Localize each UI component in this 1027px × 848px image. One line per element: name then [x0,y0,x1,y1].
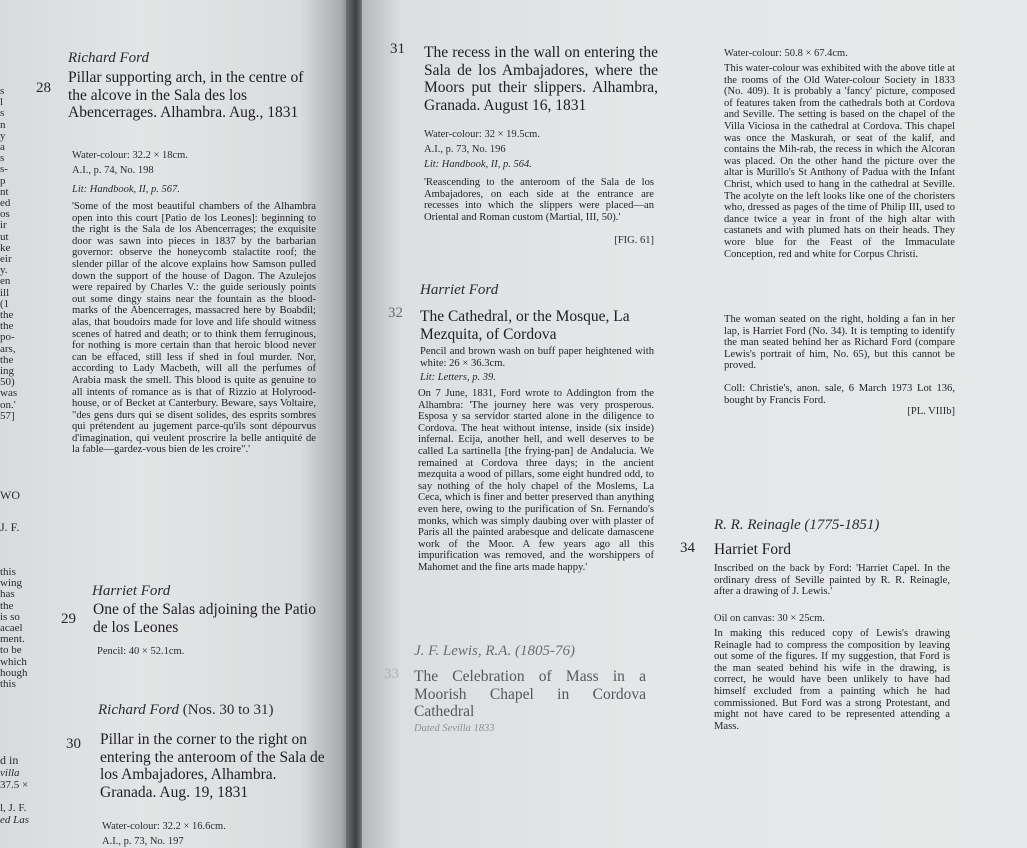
entry-30-artist: Richard Ford (Nos. 30 to 31) [98,702,274,718]
entry-33-title: The Celebration of Mass in a Moorish Chapel in Cordova Cathedral [414,668,646,720]
entry-29-title: One of the Salas adjoining the Patio de los Leones [93,601,316,636]
right-page [362,0,1027,848]
entry-33-dated: Dated Sevilla 1833 [414,723,495,734]
entry-29-medium: Pencil: 40 × 52.1cm. [97,646,185,657]
left-margin-fragment-jf: J. F. [0,520,20,534]
entry-33-plate: [PL. VIIIb] [907,406,955,417]
entry-33-medium: Water-colour: 50.8 × 67.4cm. [724,48,848,59]
entry-31-medium: Water-colour: 32 × 19.5cm. [424,129,540,140]
entry-32-title: The Cathedral, or the Mosque, La Mezquita, of Cordova [420,308,630,343]
entry-30-medium: Water-colour: 32.2 × 16.6cm. [102,821,226,832]
entry-34-medium: Oil on canvas: 30 × 25cm. [714,613,825,624]
entry-33-coll: Coll: Christie's, anon. sale, 6 March 1973 Lot 136, bought by Francis Ford. [724,383,955,406]
entry-33-para1: This water-colour was exhibited with the above title at the rooms of the Old Water-colour Society in 1833 (No. 409). It is probably a 'fancy' picture, composed of features taken from the cathedrals both at Cordova and Seville. The setting is based on the chapel of the Villa Viciosa in the cathedral at Cordova. This chapel was once the Maskurah, or seat of the kalif, and contains the Mih-rab, the recess in which the Alcoran was placed. On the other hand the picture over the altar is Murillo's St Anthony of Padua with the Infant Christ, which used to hang in the cathedral at Seville. The acolyte on the left looks like one of the choristers who, dressed as pages of the time of Philip III, used to dance twice a year in front of the high altar with castanets and with plumed hats on their heads. They wore blue for the Feast of the Immaculate Conception, red and white for Corpus Christi. [724,63,956,260]
entry-34-title: Harriet Ford [714,541,792,558]
entry-32-artist: Harriet Ford [420,282,499,298]
entry-28-artist: Richard Ford [68,50,149,66]
entry-30-ref: A.I., p. 73, No. 197 [102,836,184,847]
entry-31-lit: Lit: Handbook, II, p. 564. [424,159,532,170]
entry-33-number: 33 [384,666,399,682]
entry-28-title: Pillar supporting arch, in the centre of the alcove in the Sala des los Abencerrages. Alhambra. Aug., 1831 [68,69,304,121]
entry-34-artist: R. R. Reinagle (1775-1851) [714,517,880,533]
entry-34-inscribed: Inscribed on the back by Ford: 'Harriet Capel. In the ordinary dress of Seville painted by R. R. Reinagle, after a drawing of J. Lewis.' [714,563,950,598]
entry-31-title: The recess in the wall on entering the Sala de los Ambajadores, where the Moors put their slippers. Alhambra, Granada. August 16, 1831 [424,44,658,114]
left-margin-fragment-wo: WO [0,488,20,502]
entry-29-artist: Harriet Ford [92,583,171,599]
entry-31-fig: [FIG. 61] [614,235,654,246]
entry-28-lit: Lit: Handbook, II, p. 567. [72,184,180,195]
entry-34-number: 34 [680,540,695,556]
left-margin-fragments-top: s l s n y a s s- p nt ed os ir ut ke eir y. en ill (1 the the po- ars, the ing 50) was on.' 57] [0,85,18,422]
entry-33-artist: J. F. Lewis, R.A. (1805-76) [414,643,575,659]
left-page [0,0,352,848]
entry-31-ref: A.I., p. 73, No. 196 [424,144,506,155]
entry-32-body: On 7 June, 1831, Ford wrote to Addington from the Alhambra: 'The journey here was very prosperous. Esposa y sa servidor started alone in the diligence to Cordova. The heat without intense, inside (six inside) infernal. Ecija, another hell, and well deserves to be called La sartinella [the frying-pan] de Andalucia. We remained at Cordova three days; in the ancient mezquita a wood of pillars, some eight hundred odd, to say nothing of the holy chapel of the Moslems, La Ceca, which is finer and better preserved than anything even here, owing to the purification of Sn. Fernando's monks, which was simply daubing over with plaster of Paris all the painted arabesque and delicate damascene work of the Moor. A few years ago all this impurification was removed, and the worshippers of Mahomet and the fine arts made happy.' [418,388,654,573]
entry-28-number: 28 [36,80,51,96]
entry-32-medium: Pencil and brown wash on buff paper heightened with white: 26 × 36.3cm. [420,346,654,369]
entry-33-para2: The woman seated on the right, holding a fan in her lap, is Harriet Ford (No. 34). It is tempting to identify the man seated behind her as Richard Ford (compare Lewis's portrait of him, No. 65), but this cannot be proved. [724,314,955,372]
entry-30-artist-note: (Nos. 30 to 31) [182,702,274,718]
left-margin-fragments-mid: this wing has the is so acael ment. to be which hough this [0,566,28,691]
entry-30-title: Pillar in the corner to the right on entering the anteroom of the Sala de los Ambajadores, Alhambra. Granada. Aug. 19, 1831 [100,731,325,801]
entry-32-number: 32 [388,305,403,321]
entry-31-quote: 'Reascending to the anteroom of the Sala de los Ambajadores, on each side at the entrance are recesses into which the slippers were placed—an Oriental and Roman custom (Martial, III, 50).' [424,177,654,223]
entry-28-ref: A.I., p. 74, No. 198 [72,165,154,176]
entry-28-quote: 'Some of the most beautiful chambers of the Alhambra open into this court [Patio de los Leones]: beginning to the right is the Sala de los Abencerrages; the exquisite door was sawn into pieces in 1837 by the barbarian governor: observe the honeycomb stalactite roof; the slender pillar of the alcove explains how Samson pulled down the support of the house of Dagon. The Azulejos were repaired by Charles V.: the guide seriously points out some dingy stains near the fountain as the blood-marks of the Abencerrages, massacred here by Boabdil; alas, that boudoirs made for love and life should witness scenes of hatred and death; or to think them ferruginous, for nothing is more certain than that heroic blood never can be effaced, still less if shed in foul murder. Nor, according to Lady Macbeth, will all the perfumes of Arabia mask the smell. This blood is quite as genuine to all intents of romance as is that of Rizzio at Holyrood-house, or of Becket at Canterbury. Beware, says Voltaire, "des gens durs qui se disent solides, des esprits sombres qui prétendent au jugement parce-qu'ils sont dépourvus d'imagination, qui veulent proscrire la belle antiquité de la fable—gardez-vous bien de les croire".' [72,201,316,456]
left-margin-fragments-bottom: d in villa 37.5 × l, J. F. ed Las [0,753,30,826]
entry-34-body: In making this reduced copy of Lewis's drawing Reinagle had to compress the composition by leaving out some of the figures. If my suggestion, that Ford is the man seated behind his wife in the drawing, is correct, he would have been unlikely to have had himself excluded from a painting which he had commissioned. But Ford was a strong Protestant, and might not have cared to be represented attending a Mass. [714,628,950,732]
entry-28-medium: Water-colour: 32.2 × 18cm. [72,150,188,161]
entry-32-lit: Lit: Letters, p. 39. [420,372,496,383]
entry-29-number: 29 [61,611,76,627]
entry-30-number: 30 [66,736,81,752]
entry-31-number: 31 [390,41,405,57]
